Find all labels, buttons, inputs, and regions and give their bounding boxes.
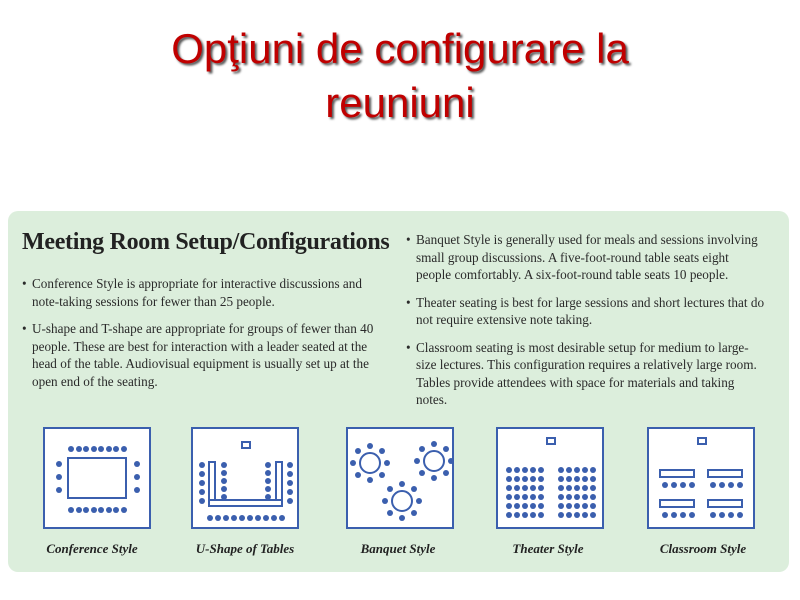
meeting-setup-panel [8,211,789,572]
caption-classroom-style: Classroom Style [659,541,747,556]
seat-icon [582,512,588,518]
seat-icon [728,512,734,518]
seat-icon [106,446,112,452]
seat-icon [530,512,536,518]
seat-icon [689,482,695,488]
classroom-style-diagram [647,427,755,529]
seat-icon [566,476,572,482]
seat-icon [367,477,373,483]
seat-icon [574,467,580,473]
seat-icon [514,476,520,482]
seat-icon [68,446,74,452]
theater-style-diagram [496,427,604,529]
seat-icon [558,485,564,491]
seat-icon [199,462,205,468]
seat-icon [574,503,580,509]
seat-icon [710,512,716,518]
seat-icon [221,494,227,500]
seat-icon [350,460,356,466]
seat-icon [265,462,271,468]
seat-icon [98,507,104,513]
seat-icon [431,475,437,481]
classroom-table-icon [707,499,743,508]
seat-icon [279,515,285,521]
seat-icon [431,441,437,447]
seat-icon [56,461,62,467]
seat-icon [522,485,528,491]
seat-icon [530,467,536,473]
seat-icon [506,503,512,509]
seat-icon [514,485,520,491]
seat-icon [582,503,588,509]
seat-icon [231,515,237,521]
conference-table-icon [67,457,127,499]
round-table-icon [423,450,445,472]
seat-icon [106,507,112,513]
panel-heading: Meeting Room Setup/Configurations [22,229,390,255]
seat-icon [384,460,390,466]
seat-icon [414,458,420,464]
seat-icon [590,476,596,482]
seat-icon [538,503,544,509]
slide-title-line-2: reuniuni [325,79,475,126]
seat-icon [134,487,140,493]
seat-icon [506,494,512,500]
seat-icon [566,512,572,518]
seat-icon [530,494,536,500]
seat-icon [221,486,227,492]
seat-icon [221,470,227,476]
seat-icon [247,515,253,521]
seat-icon [207,515,213,521]
seat-icon [265,478,271,484]
conference-style-diagram [43,427,151,529]
bullet-theater-seating: • Theater seating is best for large sessions and short lectures that do not require extensive note taking. [406,294,766,329]
seat-icon [566,503,572,509]
seat-icon [83,507,89,513]
seat-icon [514,503,520,509]
seat-icon [355,448,361,454]
classroom-table-icon [659,469,695,478]
classroom-table-icon [659,499,695,508]
seat-icon [199,480,205,486]
seat-icon [263,515,269,521]
seat-icon [379,448,385,454]
seat-icon [506,467,512,473]
u-shape-diagram [191,427,299,529]
seat-icon [522,467,528,473]
lectern-icon [241,441,251,449]
seat-icon [379,472,385,478]
seat-icon [419,470,425,476]
seat-icon [506,512,512,518]
bullet-banquet-style: • Banquet Style is generally used for meals and sessions involving small group discussions. A five-foot-round table seats eight people comfortably. A six-foot-round table seats 10 people. [406,231,766,284]
bullet-classroom-seating: • Classroom seating is most desirable setup for medium to large-size lectures. This configuration requires a relatively large room. Tables provide attendees with space for materials and taking notes. [406,339,766,409]
seat-icon [582,494,588,500]
seat-icon [590,494,596,500]
u-table-bottom-icon [208,499,283,507]
seat-icon [671,512,677,518]
seat-icon [680,482,686,488]
seat-icon [199,471,205,477]
seat-icon [530,503,536,509]
seat-icon [265,470,271,476]
bullet-u-shape: • U-shape and T-shape are appropriate for groups of fewer than 40 people. These are best for interaction with a leader seated at the head of the table. Audiovisual equipment is usually set up at the open end of the seating. [22,320,382,390]
seat-icon [387,486,393,492]
seat-icon [728,482,734,488]
seat-icon [558,503,564,509]
seat-icon [56,487,62,493]
banquet-style-diagram [346,427,454,529]
seat-icon [506,476,512,482]
seat-icon [538,512,544,518]
seat-icon [419,446,425,452]
seat-icon [671,482,677,488]
seat-icon [255,515,261,521]
seat-icon [522,476,528,482]
seat-icon [411,510,417,516]
round-table-icon [359,452,381,474]
seat-icon [265,486,271,492]
seat-icon [367,443,373,449]
seat-icon [113,446,119,452]
slide-title [0,22,800,130]
seat-icon [443,446,449,452]
instructor-desk-icon [697,437,707,445]
seat-icon [737,482,743,488]
seat-icon [558,512,564,518]
seat-icon [56,474,62,480]
seat-icon [76,507,82,513]
seat-icon [91,507,97,513]
seat-icon [113,507,119,513]
seat-icon [265,494,271,500]
seat-icon [538,476,544,482]
seat-icon [506,485,512,491]
seat-icon [223,515,229,521]
seat-icon [522,494,528,500]
seat-icon [538,494,544,500]
seat-icon [514,494,520,500]
round-table-icon [391,490,413,512]
seat-icon [737,512,743,518]
seat-icon [134,461,140,467]
seat-icon [221,478,227,484]
seat-icon [558,467,564,473]
seat-icon [199,498,205,504]
seat-icon [582,485,588,491]
seat-icon [558,494,564,500]
seat-icon [271,515,277,521]
seat-icon [355,472,361,478]
caption-conference-style: Conference Style [46,541,138,556]
seat-icon [574,476,580,482]
seat-icon [448,458,454,464]
right-bullet-list [406,231,766,419]
seat-icon [558,476,564,482]
seat-icon [239,515,245,521]
seat-icon [710,482,716,488]
seat-icon [530,476,536,482]
left-bullet-list [22,275,382,400]
seat-icon [662,482,668,488]
seat-icon [91,446,97,452]
seat-icon [514,512,520,518]
seat-icon [443,470,449,476]
seat-icon [399,515,405,521]
caption-u-shape: U-Shape of Tables [195,541,295,556]
seat-icon [134,474,140,480]
seat-icon [121,507,127,513]
seat-icon [221,462,227,468]
slide-title-line-1: Opţiuni de configurare la [171,25,629,72]
seat-icon [514,467,520,473]
seat-icon [287,480,293,486]
caption-banquet-style: Banquet Style [360,541,436,556]
seat-icon [387,510,393,516]
seat-icon [522,503,528,509]
bullet-conference-style: • Conference Style is appropriate for interactive discussions and note-taking sessions for fewer than 25 people. [22,275,382,310]
seat-icon [566,494,572,500]
seat-icon [522,512,528,518]
seat-icon [590,512,596,518]
seat-icon [287,471,293,477]
seat-icon [121,446,127,452]
seat-icon [590,467,596,473]
seat-icon [411,486,417,492]
seat-icon [199,489,205,495]
seat-icon [538,467,544,473]
seat-icon [574,512,580,518]
seat-icon [590,485,596,491]
seat-icon [530,485,536,491]
seat-icon [83,446,89,452]
seat-icon [590,503,596,509]
seat-icon [416,498,422,504]
seat-icon [215,515,221,521]
seat-icon [287,498,293,504]
seat-icon [76,446,82,452]
seat-icon [582,467,588,473]
seat-icon [382,498,388,504]
seat-icon [98,446,104,452]
seat-icon [538,485,544,491]
caption-theater-style: Theater Style [512,541,584,556]
seat-icon [399,481,405,487]
seat-icon [719,482,725,488]
classroom-table-icon [707,469,743,478]
seat-icon [574,494,580,500]
seat-icon [662,512,668,518]
seat-icon [680,512,686,518]
seat-icon [68,507,74,513]
seat-icon [287,462,293,468]
seat-icon [566,485,572,491]
seat-icon [689,512,695,518]
seat-icon [566,467,572,473]
seat-icon [582,476,588,482]
stage-lectern-icon [546,437,556,445]
seat-icon [719,512,725,518]
seat-icon [574,485,580,491]
seat-icon [287,489,293,495]
